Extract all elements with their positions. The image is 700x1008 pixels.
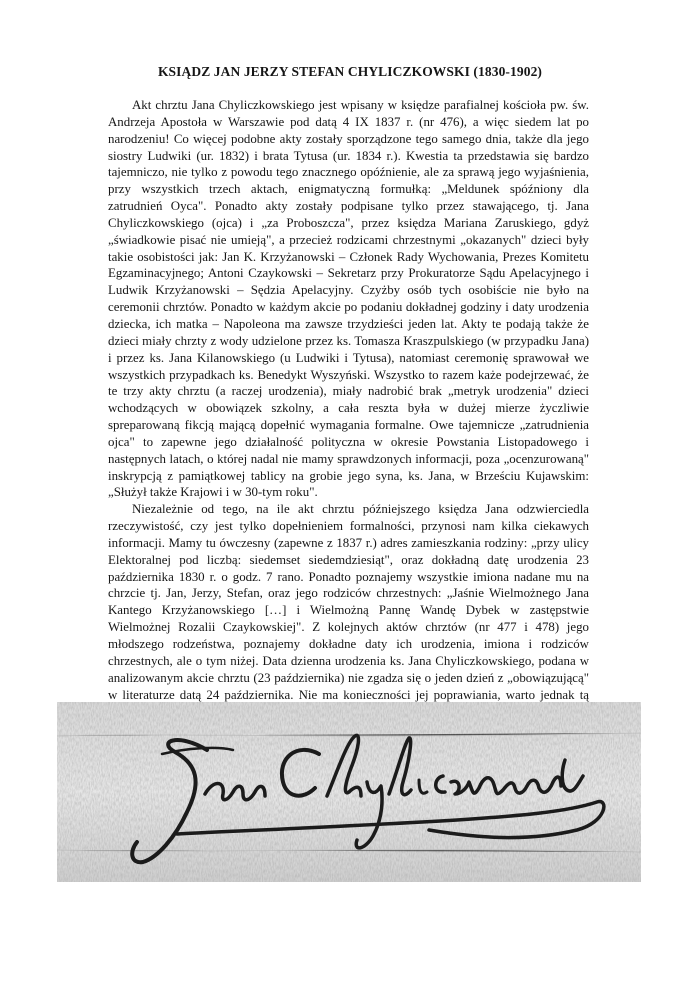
signature-image bbox=[57, 702, 641, 882]
page-title: KSIĄDZ JAN JERZY STEFAN CHYLICZKOWSKI (1830-1902) bbox=[157, 64, 543, 79]
paragraph-1: Akt chrztu Jana Chyliczkowskiego jest wpisany w księdze parafialnej kościoła pw. św. Andrzeja Apostoła w Warszawie pod datą 4 IX 1837 r. (nr 476), a więc siedem lat po narodzeniu! Co więcej podobne akty zostały sporządzone tego samego dnia, także dla jego siostry Ludwiki (ur. 1832) i brata Tytusa (ur. 1834 r.). Kwestia ta przedstawia się bardzo tajemniczo, nie tylko z powodu tego znacznego opóźnienie, ale za sprawą jego wyjaśnienia, przy wszystkich trzech aktach, enigmatyczną formułką: „Meldunek spóźniony dla zatrudnień Oyca". Ponadto akty zostały podpisane tylko przez stawającego, tj. Jana Chyliczkowskiego (ojca) i „za Proboszcza", przez księdza Mariana Zaruskiego, gdyż „świadkowie pisać nie umieją", a przecież rodzicami chrzestnymi „okazanych" dzieci były takie osobistości jak: Jan K. Krzyżanowski – Członek Rady Wychowania, Prezes Komitetu Egzaminacyjnego; Antoni Czaykowski – Sekretarz przy Prokuratorze Sądu Apelacyjnego i Ludwik Krzyżanowski – Sędzia Apelacyjny. Czyżby osób tych osobiście nie było na ceremonii chrztów. Ponadto w każdym akcie po podaniu dokładnej godziny i daty urodzenia dziecka, ich matka – Napoleona ma zawsze trzydzieści jeden lat. Akty te podają także że dzieci miały chrzty z wody udzielone przez ks. Tomasza Kraszpulskiego (w przypadku Jana) i przez ks. Jana Kilanowskiego (u Ludwiki i Tytusa), natomiast ceremonię sprawował we wszystkich przypadkach ks. Benedykt Wyszyński. Wszystko to razem każe podejrzewać, że te trzy akty chrztu (a raczej urodzenia), miały nadrobić brak „metryk urodzenia" dzieci wchodzących w obowiązek szkolny, a cała reszta była w dużej mierze życzliwie spreparowaną fikcją mającą dopełnić wymagania formalne. Owe tajemnicze „zatrudnienia ojca" to zapewne jego działalność polityczna w okresie Powstania Listopadowego i następnych latach, o której nadal nie mamy sprawdzonych informacji, poza „ocenzurowaną" inskrypcją z pamiątkowej tablicy na grobie jego syna, ks. Jana, w Brześciu Kujawskim: „Służył także Krajowi i w 30-tym roku". bbox=[108, 98, 589, 500]
signature-autograph-icon bbox=[57, 702, 641, 882]
article-body bbox=[108, 97, 589, 754]
paragraph-2-text: Niezależnie od tego, na ile akt chrztu późniejszego księdza Jana odzwierciedla rzeczywistość, czy jest tylko dopełnieniem formalności, przynosi nam kilka ciekawych informacji. Mamy tu ówczesny (zapewne z 1837 r.) adres zamieszkania rodziny: „przy ulicy Elektoralnej pod liczbą: siedemset siedemdziesiąt", oraz dokładną datę urodzenia 23 października 1830 r. o godz. 7 rano. Ponadto poznajemy wszystkie imiona nadane mu na chrzcie tj. Jan, Jerzy, Stefan, oraz jego rodziców chrzestnych: „Jaśnie Wielmożnego Jana Kantego Krzyżanowskiego […] i Wielmożną Pannę Wandę Dybek w zastępstwie Wielmożnej Rozalii Czaykowskiej". Z kolejnych aktów chrztów (nr 477 i 478) jego młodszego rodzeństwa, poznajemy dokładne daty ich urodzenia, imiona i rodziców chrzestnych, ale o tym niżej. Data dzienna urodzenia ks. Jana Chyliczkowskiego, podana w analizowanym akcie chrztu (23 października) nie zgadza się o jeden dzień z „obowiązującą" w literaturze datą 24 października. Nie ma konieczności jej poprawiania, warto jednak tą bbox=[108, 502, 589, 702]
